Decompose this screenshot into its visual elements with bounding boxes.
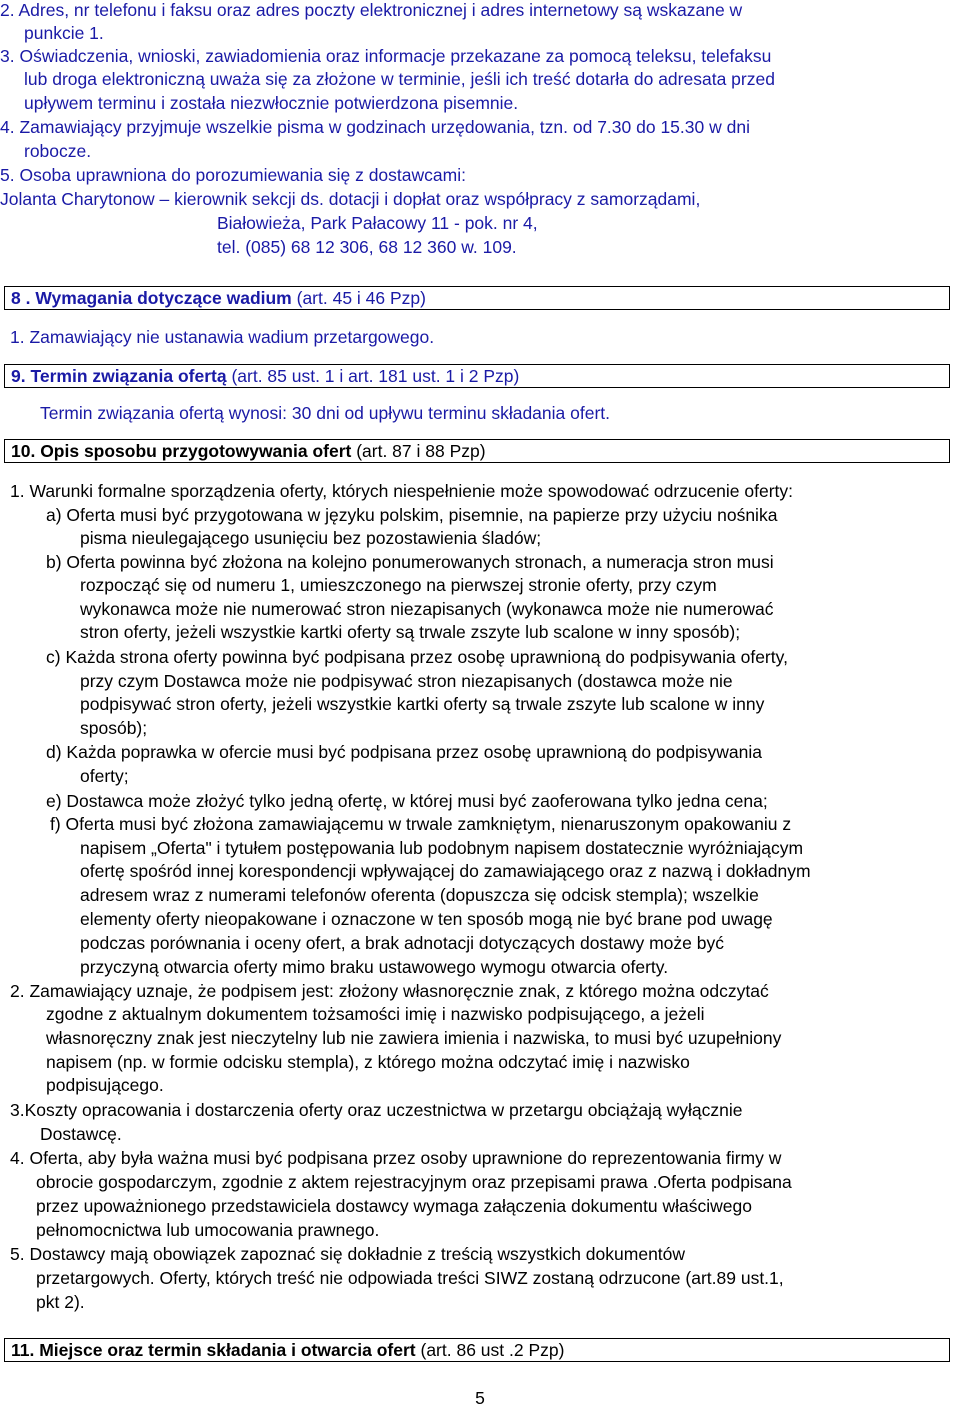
s10-line: przez upoważnionego przedstawiciela dostawcy wymaga załączenia dokumentu właściwego — [36, 1196, 752, 1216]
s10-line: wykonawca może nie numerować stron niezapisanych (wykonawca może nie numerować — [80, 599, 774, 619]
s10-line: e) Dostawca może złożyć tylko jedną ofertę, w której musi być zaoferowana tylko jedna cena; — [46, 791, 768, 811]
section-10-title: 10. Opis sposobu przygotowywania ofert — [11, 441, 352, 461]
s10-line: oferty; — [80, 766, 129, 786]
para-4-line2: robocze. — [24, 141, 92, 161]
s10-line: elementy oferty nieopakowane i oznaczone w ten sposób mogą nie być brane pod uwagę — [80, 909, 773, 929]
section-10-heading — [4, 439, 950, 463]
section-11-ref: (art. 86 ust .2 Pzp) — [415, 1340, 565, 1360]
s10-line: przetargowych. Oferty, których treść nie odpowiada treści SIWZ zostaną odrzucone (art.89 ust.1, — [36, 1268, 784, 1288]
section-9-text: Termin związania ofertą wynosi: 30 dni od upływu terminu składania ofert. — [40, 403, 611, 423]
s10-line: przyczyną otwarcia oferty mimo braku ustawowego wymogu otwarcia oferty. — [80, 957, 669, 977]
s10-line: adresem wraz z numerami telefonów oferenta (dopuszcza się odcisk stempla); wszelkie — [80, 885, 759, 905]
s10-line: podpisującego. — [46, 1075, 164, 1095]
s10-line: podczas porównania i oceny ofert, a brak adnotacji dotyczących dostawy może być — [80, 933, 724, 953]
section-9-ref: (art. 85 ust. 1 i art. 181 ust. 1 i 2 Pzp) — [226, 366, 520, 386]
s10-line: pkt 2). — [36, 1292, 85, 1312]
section-9-title: 9. Termin związania ofertą — [11, 366, 227, 386]
s10-line: 1. Warunki formalne sporządzenia oferty, których niespełnienie może spowodować odrzucenie oferty: — [10, 481, 794, 501]
section-8-title: 8 . Wymagania dotyczące wadium — [11, 288, 292, 308]
s10-line: 2. Zamawiający uznaje, że podpisem jest: złożony własnoręcznie znak, z którego można odczytać — [10, 981, 769, 1001]
para-3-line3: upływem terminu i została niezwłocznie potwierdzona pisemnie. — [24, 93, 519, 113]
para-3-line1: 3. Oświadczenia, wnioski, zawiadomienia oraz informacje przekazane za pomocą teleksu, telefaksu — [0, 46, 772, 66]
para-3-line2: lub droga elektroniczną uważa się za złożone w terminie, jeśli ich treść dotarła do adresata przed — [24, 69, 775, 89]
s10-line: pełnomocnictwa lub umocowania prawnego. — [36, 1220, 380, 1240]
para-4-line1: 4. Zamawiający przyjmuje wszelkie pisma w godzinach urzędowania, tzn. od 7.30 do 15.30 w dni — [0, 117, 750, 137]
para-2-line2: punkcie 1. — [24, 23, 104, 43]
s10-line: d) Każda poprawka w ofercie musi być podpisana przez osobę uprawnioną do podpisywania — [46, 742, 762, 762]
s10-line: 3.Koszty opracowania i dostarczenia oferty oraz uczestnictwa w przetargu obciążają wyłącznie — [10, 1100, 743, 1120]
s10-line: zgodne z aktualnym dokumentem tożsamości imię i nazwisko podpisującego, a jeżeli — [46, 1004, 705, 1024]
s10-line: pisma nieulegającego usunięciu bez pozostawienia śladów; — [80, 528, 542, 548]
section-9-heading — [4, 364, 950, 388]
contact-person: Jolanta Charytonow – kierownik sekcji ds. dotacji i dopłat oraz współpracy z samorządami, — [0, 189, 701, 209]
para-5-line1: 5. Osoba uprawniona do porozumiewania się z dostawcami: — [0, 165, 466, 185]
s10-line: własnoręczny znak jest nieczytelny lub nie zawiera imienia i nazwiska, to musi być uzupełniony — [46, 1028, 782, 1048]
section-10-ref: (art. 87 i 88 Pzp) — [351, 441, 486, 461]
s10-line: ofertę spośród innej korespondencji wpływającej do zamawiającego oraz z nazwą i dokładnym — [80, 861, 811, 881]
s10-line: a) Oferta musi być przygotowana w języku polskim, pisemnie, na papierze przy użyciu nośnika — [46, 505, 778, 525]
s10-line: obrocie gospodarczym, zgodnie z aktem rejestracyjnym oraz przepisami prawa .Oferta podpisana — [36, 1172, 792, 1192]
s10-line: napisem „Oferta" i tytułem postępowania lub podobnym napisem dostatecznie wyróżniającym — [80, 838, 804, 858]
section-8-ref: (art. 45 i 46 Pzp) — [291, 288, 426, 308]
section-8-heading — [4, 286, 950, 310]
s10-line: f) Oferta musi być złożona zamawiającemu w trwale zamkniętym, nienaruszonym opakowaniu z — [50, 814, 792, 834]
s10-line: 4. Oferta, aby była ważna musi być podpisana przez osoby uprawnione do reprezentowania firmy w — [10, 1148, 782, 1168]
s10-line: b) Oferta powinna być złożona na kolejno ponumerowanych stronach, a numeracja stron musi — [46, 552, 774, 572]
para-2-line1: 2. Adres, nr telefonu i faksu oraz adres poczty elektronicznej i adres internetowy są wskazane w — [0, 0, 743, 20]
section-8-item: 1. Zamawiający nie ustanawia wadium przetargowego. — [10, 327, 435, 347]
section-11-title: 11. Miejsce oraz termin składania i otwarcia ofert — [11, 1340, 416, 1360]
s10-line: napisem (np. w formie odcisku stempla), z którego można odczytać imię i nazwisko — [46, 1052, 690, 1072]
s10-line: rozpocząć się od numeru 1, umieszczonego na pierwszej stronie oferty, przy czym — [80, 575, 717, 595]
contact-phone: tel. (085) 68 12 306, 68 12 360 w. 109. — [217, 237, 517, 257]
page-number: 5 — [475, 1388, 485, 1408]
s10-line: podpisywać stron oferty, jeżeli wszystkie kartki oferty są trwale zszyte lub scalone w inny — [80, 694, 765, 714]
s10-line: stron oferty, jeżeli wszystkie kartki oferty są trwale zszyte lub scalone w inny sposób); — [80, 622, 741, 642]
section-11-heading — [4, 1338, 950, 1362]
s10-line: Dostawcę. — [40, 1124, 122, 1144]
s10-line: przy czym Dostawca może nie podpisywać stron niezapisanych (dostawca może nie — [80, 671, 733, 691]
contact-address: Białowieża, Park Pałacowy 11 - pok. nr 4, — [217, 213, 538, 233]
s10-line: sposób); — [80, 718, 148, 738]
s10-line: c) Każda strona oferty powinna być podpisana przez osobę uprawnioną do podpisywania oferty, — [46, 647, 788, 667]
s10-line: 5. Dostawcy mają obowiązek zapoznać się dokładnie z treścią wszystkich dokumentów — [10, 1244, 686, 1264]
